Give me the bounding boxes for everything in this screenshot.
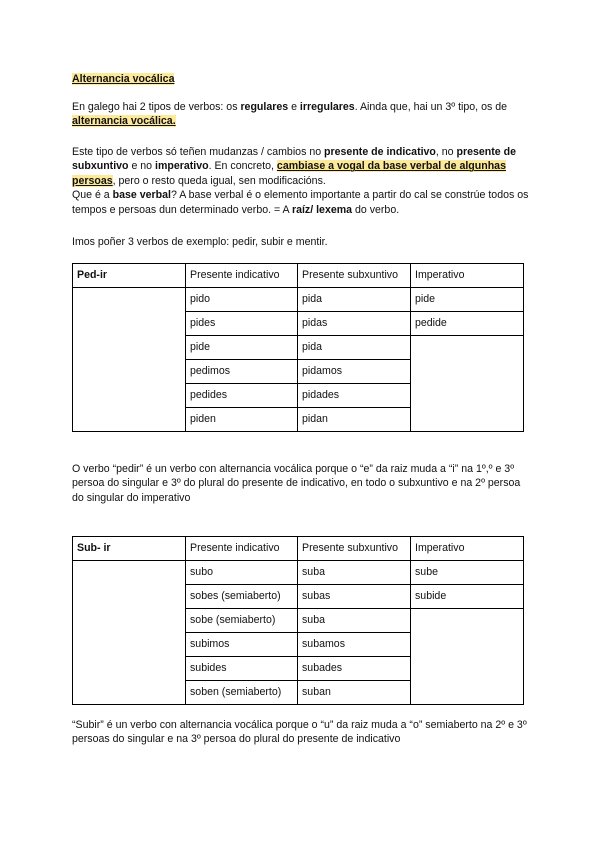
conjugation-table-subir bbox=[72, 536, 524, 705]
intro-highlight: alternancia vocálica. bbox=[72, 115, 176, 128]
imperativo-cell: subide bbox=[411, 585, 524, 609]
indicativo-cell: subimos bbox=[186, 633, 298, 657]
header-imperativo: Imperativo bbox=[411, 537, 524, 561]
title-text: Alternancia vocálica bbox=[72, 73, 175, 85]
page-title bbox=[72, 72, 174, 86]
intro-text-2: e bbox=[288, 101, 300, 113]
indicativo-cell: subo bbox=[186, 561, 298, 585]
indicativo-cell: piden bbox=[186, 408, 298, 432]
empty-imperativo-cell bbox=[411, 336, 524, 432]
indicativo-cell: pido bbox=[186, 288, 298, 312]
subxuntivo-cell: suban bbox=[298, 681, 411, 705]
note-pedir: O verbo “pedir” é un verbo con alternancia vocálica porque o “e” da raiz muda a “i” na 1º,º e 3º persoa do singular e 3º do plural do presente de indicativo, en todo o subxuntivo e na 2º persoa do singular do imperativo bbox=[72, 463, 521, 504]
indicativo-cell: pedimos bbox=[186, 360, 298, 384]
question-bold-base-verbal: base verbal bbox=[112, 189, 171, 202]
imperativo-cell: pide bbox=[411, 288, 524, 312]
explanation-bold-1: presente de indicativo bbox=[324, 146, 436, 158]
verb-cell: Sub- ir bbox=[73, 537, 186, 561]
indicativo-cell: sobe (semiaberto) bbox=[186, 609, 298, 633]
header-imperativo: Imperativo bbox=[411, 264, 524, 288]
explanation-text-5: , pero o resto queda igual, sen modificacións. bbox=[112, 174, 326, 187]
table-header-row bbox=[73, 537, 524, 561]
conjugation-table-pedir bbox=[72, 263, 524, 432]
indicativo-cell: pide bbox=[186, 336, 298, 360]
explanation-text-3: e no bbox=[128, 160, 156, 173]
table-row bbox=[73, 288, 524, 312]
subxuntivo-cell: pida bbox=[298, 288, 411, 312]
subxuntivo-cell: subamos bbox=[298, 633, 411, 657]
intro-text-1: En galego hai 2 tipos de verbos: os bbox=[72, 101, 241, 113]
explanation-text-1: Este tipo de verbos só teñen mudanzas / cambios no bbox=[72, 146, 325, 158]
indicativo-cell: pedides bbox=[186, 384, 298, 408]
intro-text-3: . Ainda que, hai un 3º tipo, os de bbox=[354, 101, 507, 113]
imperativo-cell: sube bbox=[411, 561, 524, 585]
indicativo-cell: subides bbox=[186, 657, 298, 681]
subxuntivo-cell: suba bbox=[298, 561, 411, 585]
explanation-text-4: . En concreto, bbox=[208, 160, 277, 173]
empty-verb-column bbox=[73, 561, 186, 705]
subxuntivo-cell: subas bbox=[298, 585, 411, 609]
intro-bold-regulares: regulares bbox=[240, 101, 289, 113]
table-row bbox=[73, 561, 524, 585]
indicativo-cell: sobes (semiaberto) bbox=[186, 585, 298, 609]
examples-intro: Imos poñer 3 verbos de exemplo: pedir, subir e mentir. bbox=[72, 236, 328, 248]
explanation-highlight: cambiase a vogal da base verbal de algunhas persoas bbox=[72, 160, 506, 187]
empty-verb-column bbox=[73, 288, 186, 432]
verb-cell: Ped-ir bbox=[73, 264, 186, 288]
subxuntivo-cell: subades bbox=[298, 657, 411, 681]
subxuntivo-cell: pidan bbox=[298, 408, 411, 432]
table-header-row bbox=[73, 264, 524, 288]
question-text-2: ? A base verbal é o elemento importante a partir do cal se constrúe todos os tempos e persoas dun determinado verbo. = A bbox=[72, 189, 529, 216]
imperativo-cell: pedide bbox=[411, 312, 524, 336]
subxuntivo-cell: suba bbox=[298, 609, 411, 633]
indicativo-cell: soben (semiaberto) bbox=[186, 681, 298, 705]
empty-imperativo-cell bbox=[411, 609, 524, 705]
explanation-bold-3: imperativo bbox=[155, 160, 209, 173]
subxuntivo-cell: pidamos bbox=[298, 360, 411, 384]
intro-bold-irregulares: irregulares bbox=[299, 101, 355, 113]
subxuntivo-cell: pida bbox=[298, 336, 411, 360]
header-subxuntivo: Presente subxuntivo bbox=[298, 537, 411, 561]
header-indicativo: Presente indicativo bbox=[186, 264, 298, 288]
header-indicativo: Presente indicativo bbox=[186, 537, 298, 561]
question-text-3: do verbo. bbox=[352, 203, 400, 216]
subxuntivo-cell: pidas bbox=[298, 312, 411, 336]
note-subir: “Subir” é un verbo con alternancia vocálica porque o “u” da raiz muda a “o” semiaberto na 2º e 3º persoas do singular e na 3º persoa do plural do presente de indicativo bbox=[72, 719, 527, 746]
question-bold-raiz: raíz/ lexema bbox=[291, 203, 353, 216]
explanation-bold-2: presente de subxuntivo bbox=[72, 146, 516, 173]
intro-paragraph bbox=[72, 100, 532, 129]
explanation-text-2: , no bbox=[435, 146, 457, 158]
header-subxuntivo: Presente subxuntivo bbox=[298, 264, 411, 288]
explanation-paragraph bbox=[72, 145, 532, 217]
question-text-1: Que é a bbox=[72, 189, 113, 202]
subxuntivo-cell: pidades bbox=[298, 384, 411, 408]
indicativo-cell: pides bbox=[186, 312, 298, 336]
